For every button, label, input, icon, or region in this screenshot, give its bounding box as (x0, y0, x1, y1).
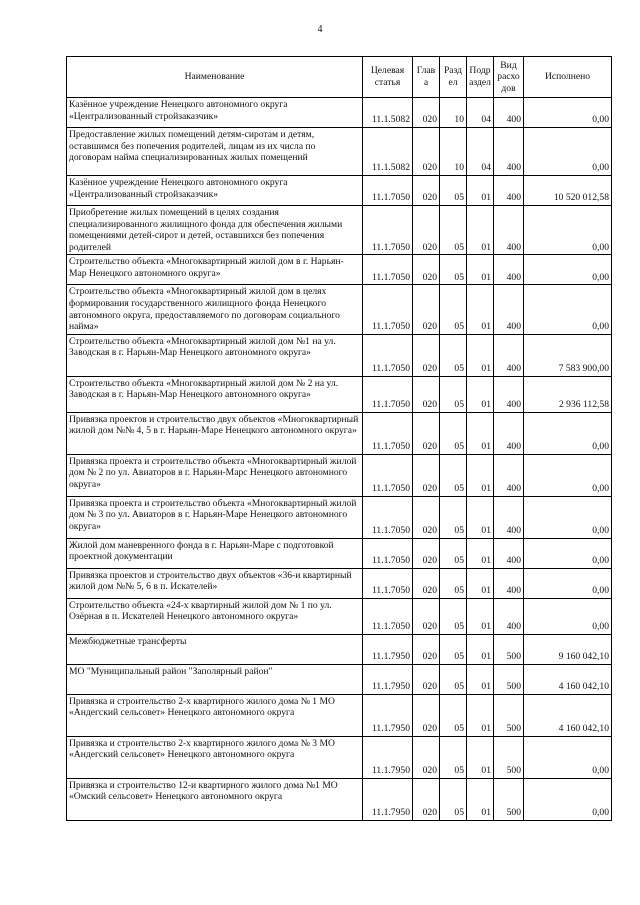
budget-execution-table (66, 56, 612, 821)
cell-chapter: 020 (413, 694, 440, 736)
cell-subsection: 01 (467, 664, 494, 694)
cell-executed: 0,00 (524, 128, 612, 176)
cell-executed: 2 936 112,58 (524, 376, 612, 412)
cell-chapter: 020 (413, 778, 440, 820)
table-row (67, 176, 612, 206)
cell-section: 05 (440, 778, 467, 820)
cell-subsection: 01 (467, 334, 494, 376)
table-row (67, 98, 612, 128)
cell-name: Строительство объекта «Многоквартирный жилой дом № 2 на ул. Заводская в г. Нарьян-Мар Ненецкого автономного округа» (67, 376, 363, 412)
cell-target-article: 11.1.7050 (363, 538, 413, 568)
cell-section: 05 (440, 206, 467, 255)
header-section: Разд ел (440, 57, 467, 98)
cell-name: Привязка проектов и строительство двух объектов «36-и квартирный жилой дом №№ 5, 6 в п. Искателей» (67, 568, 363, 598)
cell-expense-type: 400 (494, 496, 524, 538)
cell-section: 05 (440, 568, 467, 598)
cell-chapter: 020 (413, 255, 440, 285)
cell-name: Привязка и строительство 2-х квартирного жилого дома № 3 МО «Андегский сельсовет» Ненецкого автономного округа (67, 736, 363, 778)
cell-expense-type: 400 (494, 412, 524, 454)
cell-expense-type: 400 (494, 206, 524, 255)
cell-executed: 0,00 (524, 598, 612, 634)
cell-subsection: 01 (467, 255, 494, 285)
cell-name: Приобретение жилых помещений в целях создания специализированного жилищного фонда для обеспечения жилыми помещениями детей-сирот и детей, оставшихся без попечения родителей (67, 206, 363, 255)
cell-expense-type: 400 (494, 128, 524, 176)
cell-subsection: 01 (467, 176, 494, 206)
table-row (67, 778, 612, 820)
table-row (67, 412, 612, 454)
cell-subsection: 04 (467, 98, 494, 128)
cell-executed: 0,00 (524, 538, 612, 568)
table-row (67, 376, 612, 412)
cell-name: Строительство объекта «24-х квартирный жилой дом № 1 по ул. Озёрная в п. Искателей Ненецкого автономного округа» (67, 598, 363, 634)
cell-target-article: 11.1.7050 (363, 412, 413, 454)
cell-expense-type: 500 (494, 694, 524, 736)
cell-name: Привязка проекта и строительство объекта «Многоквартирный жилой дом № 3 по ул. Авиаторов в г. Нарьян-Маре Ненецкого автономного округа» (67, 496, 363, 538)
cell-expense-type: 400 (494, 376, 524, 412)
cell-name: Привязка и строительство 2-х квартирного жилого дома № 1 МО «Андегский сельсовет» Ненецкого автономного округа (67, 694, 363, 736)
table-row (67, 736, 612, 778)
cell-subsection: 01 (467, 496, 494, 538)
header-subsection: Подр аздел (467, 57, 494, 98)
cell-target-article: 11.1.7950 (363, 664, 413, 694)
cell-target-article: 11.1.7050 (363, 376, 413, 412)
cell-target-article: 11.1.7950 (363, 634, 413, 664)
cell-chapter: 020 (413, 128, 440, 176)
cell-target-article: 11.1.7050 (363, 334, 413, 376)
cell-chapter: 020 (413, 412, 440, 454)
cell-chapter: 020 (413, 454, 440, 496)
cell-chapter: 020 (413, 496, 440, 538)
table-row (67, 598, 612, 634)
cell-target-article: 11.1.7950 (363, 778, 413, 820)
cell-section: 05 (440, 176, 467, 206)
cell-executed: 0,00 (524, 98, 612, 128)
header-chapter: Глав а (413, 57, 440, 98)
cell-expense-type: 400 (494, 285, 524, 334)
table-row (67, 206, 612, 255)
cell-expense-type: 400 (494, 176, 524, 206)
cell-name: МО "Муниципальный район "Заполярный район" (67, 664, 363, 694)
cell-section: 05 (440, 538, 467, 568)
cell-target-article: 11.1.7050 (363, 285, 413, 334)
cell-subsection: 01 (467, 454, 494, 496)
cell-expense-type: 500 (494, 736, 524, 778)
cell-chapter: 020 (413, 176, 440, 206)
cell-subsection: 01 (467, 538, 494, 568)
cell-target-article: 11.1.7050 (363, 454, 413, 496)
cell-section: 05 (440, 664, 467, 694)
cell-section: 05 (440, 412, 467, 454)
cell-subsection: 01 (467, 568, 494, 598)
header-expense-type: Вид расхо дов (494, 57, 524, 98)
cell-expense-type: 400 (494, 598, 524, 634)
cell-executed: 0,00 (524, 206, 612, 255)
cell-section: 05 (440, 496, 467, 538)
cell-section: 05 (440, 376, 467, 412)
table-row (67, 334, 612, 376)
table-row (67, 454, 612, 496)
cell-name: Предоставление жилых помещений детям-сиротам и детям, оставшимся без попечения родителей, лицам из их числа по договорам найма специализированных жилых помещений (67, 128, 363, 176)
cell-executed: 0,00 (524, 568, 612, 598)
cell-executed: 0,00 (524, 736, 612, 778)
cell-name: Привязка и строительство 12-и квартирного жилого дома №1 МО «Омский сельсовет» Ненецкого автономного округа (67, 778, 363, 820)
table-row (67, 538, 612, 568)
cell-section: 10 (440, 128, 467, 176)
cell-subsection: 01 (467, 206, 494, 255)
table-body (67, 98, 612, 821)
cell-executed: 0,00 (524, 285, 612, 334)
cell-subsection: 01 (467, 598, 494, 634)
cell-target-article: 11.1.7050 (363, 176, 413, 206)
cell-name: Строительство объекта «Многоквартирный жилой дом в целях формирования государственного жилищного фонда Ненецкого автономного округа, предоставляемого по договорам социального найма» (67, 285, 363, 334)
cell-name: Межбюджетные трансферты (67, 634, 363, 664)
header-name: Наименование (67, 57, 363, 98)
cell-section: 05 (440, 598, 467, 634)
cell-chapter: 020 (413, 736, 440, 778)
cell-section: 05 (440, 255, 467, 285)
cell-chapter: 020 (413, 285, 440, 334)
cell-chapter: 020 (413, 334, 440, 376)
cell-target-article: 11.1.5082 (363, 98, 413, 128)
table-row (67, 664, 612, 694)
cell-expense-type: 500 (494, 778, 524, 820)
cell-chapter: 020 (413, 206, 440, 255)
cell-name: Привязка проектов и строительство двух объектов «Многоквартирный жилой дом №№ 4, 5 в г. Нарьян-Маре Ненецкого автономного округа» (67, 412, 363, 454)
cell-target-article: 11.1.7950 (363, 694, 413, 736)
cell-expense-type: 400 (494, 98, 524, 128)
cell-executed: 0,00 (524, 255, 612, 285)
cell-target-article: 11.1.7050 (363, 206, 413, 255)
cell-chapter: 020 (413, 568, 440, 598)
cell-chapter: 020 (413, 98, 440, 128)
cell-expense-type: 400 (494, 334, 524, 376)
cell-name: Строительство объекта «Многоквартирный жилой дом в г. Нарьян-Мар Ненецкого автономного округа» (67, 255, 363, 285)
cell-chapter: 020 (413, 634, 440, 664)
cell-name: Привязка проекта и строительство объекта «Многоквартирный жилой дом № 2 по ул. Авиаторов в г. Нарьян-Марс Ненецкого автономного округа» (67, 454, 363, 496)
cell-subsection: 01 (467, 285, 494, 334)
cell-target-article: 11.1.7050 (363, 568, 413, 598)
cell-chapter: 020 (413, 376, 440, 412)
cell-expense-type: 500 (494, 664, 524, 694)
cell-name: Строительство объекта «Многоквартирный жилой дом №1 на ул. Заводская в г. Нарьян-Мар Ненецкого автономного округа» (67, 334, 363, 376)
cell-subsection: 01 (467, 736, 494, 778)
cell-target-article: 11.1.5082 (363, 128, 413, 176)
cell-chapter: 020 (413, 664, 440, 694)
cell-subsection: 01 (467, 412, 494, 454)
cell-expense-type: 500 (494, 634, 524, 664)
header-executed: Исполнено (524, 57, 612, 98)
cell-executed: 10 520 012,58 (524, 176, 612, 206)
cell-subsection: 04 (467, 128, 494, 176)
cell-subsection: 01 (467, 376, 494, 412)
cell-target-article: 11.1.7050 (363, 496, 413, 538)
table-row (67, 496, 612, 538)
cell-section: 05 (440, 736, 467, 778)
cell-subsection: 01 (467, 694, 494, 736)
table-row (67, 694, 612, 736)
page-number: 4 (317, 24, 323, 35)
cell-executed: 0,00 (524, 412, 612, 454)
cell-target-article: 11.1.7950 (363, 736, 413, 778)
cell-expense-type: 400 (494, 255, 524, 285)
cell-executed: 9 160 042,10 (524, 634, 612, 664)
cell-expense-type: 400 (494, 454, 524, 496)
cell-chapter: 020 (413, 538, 440, 568)
cell-executed: 4 160 042,10 (524, 694, 612, 736)
cell-expense-type: 400 (494, 568, 524, 598)
table-header-row (67, 57, 612, 98)
cell-section: 05 (440, 285, 467, 334)
cell-section: 05 (440, 634, 467, 664)
cell-name: Жилой дом маневренного фонда в г. Нарьян-Маре с подготовкой проектной документации (67, 538, 363, 568)
table-row (67, 285, 612, 334)
cell-chapter: 020 (413, 598, 440, 634)
cell-executed: 0,00 (524, 778, 612, 820)
cell-section: 05 (440, 454, 467, 496)
cell-name: Казённое учреждение Ненецкого автономного округа «Централизованный стройзаказчик» (67, 176, 363, 206)
cell-executed: 7 583 900,00 (524, 334, 612, 376)
cell-subsection: 01 (467, 634, 494, 664)
cell-subsection: 01 (467, 778, 494, 820)
table-row (67, 634, 612, 664)
cell-section: 05 (440, 334, 467, 376)
table-row (67, 128, 612, 176)
cell-executed: 0,00 (524, 454, 612, 496)
header-target-article: Целевая статья (363, 57, 413, 98)
cell-executed: 0,00 (524, 496, 612, 538)
cell-expense-type: 400 (494, 538, 524, 568)
cell-executed: 4 160 042,10 (524, 664, 612, 694)
cell-target-article: 11.1.7050 (363, 598, 413, 634)
cell-name: Казённое учреждение Ненецкого автономного округа «Централизованный стройзаказчик» (67, 98, 363, 128)
cell-section: 05 (440, 694, 467, 736)
table-row (67, 568, 612, 598)
cell-target-article: 11.1.7050 (363, 255, 413, 285)
table-row (67, 255, 612, 285)
cell-section: 10 (440, 98, 467, 128)
